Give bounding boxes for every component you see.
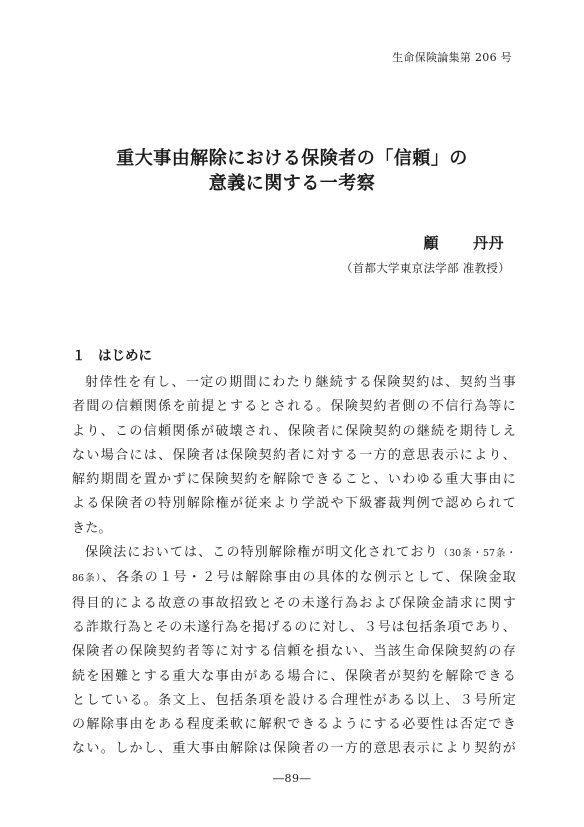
paragraph-2-line: 続を困難とする重大な事由がある場合に、保険者が契約を解除できる (72, 668, 516, 684)
paragraph-2-text: 保険法においては、この特別解除権が明文化されており (85, 545, 439, 561)
body-text (72, 371, 516, 762)
author-family-name: 顧 (423, 234, 439, 252)
paragraph-2-line: 保険者の保険契約者等に対する信頼を損ない、当該生命保険契約の存 (72, 644, 516, 660)
paragraph-2-line: の解除事由をある程度柔軟に解釈できるようにする必要性は否定でき (72, 717, 516, 733)
paragraph-1-line: ない場合には、保険者は保険契約者に対する一方的意思表示により、 (72, 447, 516, 463)
section-title: はじめに (98, 348, 152, 364)
paragraph-2-line: としている。条文上、包括条項を設ける合理性がある以上、３号所定 (72, 692, 516, 708)
statute-reference: 86条） (72, 573, 102, 585)
paragraph-2-line: ない。しかし、重大事由解除は保険者の一方的意思表示により契約が (72, 741, 516, 757)
paragraph-1-line: 者間の信頼関係を前提とするとされる。保険契約者側の不信行為等に (72, 399, 516, 415)
paragraph-2-line (72, 566, 516, 591)
author-affiliation: （首都大学東京法学部 准教授） (340, 261, 510, 275)
article-title-line-1: 重大事由解除における保険者の「信頼」の (116, 148, 468, 169)
article-title-line-2: 意義に関する一考察 (208, 173, 376, 194)
page-number: ―89― (273, 772, 311, 785)
section-number: １ (72, 348, 86, 364)
paragraph-2-line: る詐欺行為とその未遂行為を掲げるのに対し、３号は包括条項であり、 (72, 619, 516, 635)
paragraph-2-line: 得目的による故意の事故招致とその未遂行為および保険金請求に関す (72, 595, 516, 611)
paragraph-1-line: 解約期間を置かずに保険契約を解除できること、いわゆる重大事由に (72, 472, 516, 488)
paragraph-1-line: きた。 (72, 520, 112, 536)
section-heading (72, 344, 152, 364)
paragraph-1-line: より、この信頼関係が破壊され、保険者に保険契約の継続を期待しえ (72, 423, 516, 439)
paragraph-2-text: 、各条の１号・２号は解除事由の具体的な例示として、保険金取 (101, 570, 516, 586)
statute-reference: （30条・57条・ (438, 548, 516, 560)
paragraph-1-line: 射倖性を有し、一定の期間にわたり継続する保険契約は、契約当事 (85, 375, 516, 390)
paragraph-2-line (72, 541, 516, 566)
running-head-journal: 生命保険論集第 206 号 (392, 51, 512, 64)
author-name (423, 232, 504, 253)
paragraph-1-line: よる保険者の特別解除権が従来より学説や下級審裁判例で認められて (72, 496, 516, 512)
article-title (0, 146, 584, 196)
author-given-name: 丹丹 (472, 234, 504, 252)
